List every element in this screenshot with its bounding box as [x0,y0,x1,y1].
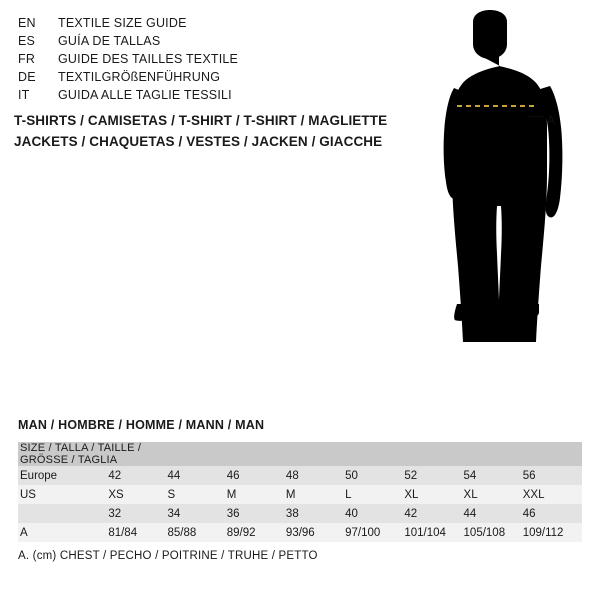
table-cell: S [168,485,227,504]
table-row [18,466,582,485]
table-cell: 97/100 [345,523,404,542]
table-cell: 89/92 [227,523,286,542]
measure-leader-line [528,116,544,117]
measure-label-a: A [547,113,556,127]
language-text: TEXTILE SIZE GUIDE [58,16,187,30]
language-row [18,34,398,52]
table-cell: L [345,485,404,504]
table-cell: 54 [464,466,523,485]
silhouette-icon [395,10,600,410]
table-footnote: A. (cm) CHEST / PECHO / POITRINE / TRUHE / PETTO [18,550,318,562]
table-cell: 101/104 [404,523,463,542]
language-text: GUIDE DES TAILLES TEXTILE [58,52,239,66]
language-code: ES [18,34,36,48]
table-cell: 42 [108,466,167,485]
category-tshirts: T-SHIRTS / CAMISETAS / T-SHIRT / T-SHIRT / MAGLIETTE [14,113,388,128]
table-cell: XS [108,485,167,504]
language-code: EN [18,16,36,30]
language-row [18,52,398,70]
table-row [18,504,582,523]
table-cell: 50 [345,466,404,485]
row-label: Europe [18,466,108,485]
table-cell: M [227,485,286,504]
table-cell: 109/112 [523,523,582,542]
table-cell: 32 [108,504,167,523]
table-cell: 48 [286,466,345,485]
table-cell: 36 [227,504,286,523]
table-row [18,485,582,504]
language-list [18,16,398,106]
row-label: US [18,485,108,504]
table-cell: XL [464,485,523,504]
table-cell: 40 [345,504,404,523]
table-header-row [18,442,582,466]
table-cell: XXL [523,485,582,504]
table-cell: 81/84 [108,523,167,542]
table-cell: 46 [227,466,286,485]
language-row [18,88,398,106]
category-jackets: JACKETS / CHAQUETAS / VESTES / JACKEN / GIACCHE [14,134,383,149]
table-cell: 105/108 [464,523,523,542]
row-label: A [18,523,108,542]
language-code: FR [18,52,36,66]
table-cell: 38 [286,504,345,523]
table-cell: 46 [523,504,582,523]
table-cell: 85/88 [168,523,227,542]
table-title: MAN / HOMBRE / HOMME / MANN / MAN [18,418,265,432]
category-list [14,110,414,152]
language-row [18,16,398,34]
row-label [18,504,108,523]
language-text: GUIDA ALLE TAGLIE TESSILI [58,88,232,102]
table-cell: XL [404,485,463,504]
language-row [18,70,398,88]
table-cell: 56 [523,466,582,485]
table-cell: 52 [404,466,463,485]
table-header-label: SIZE / TALLA / TAILLE / GRÖSSE / TAGLIA [18,442,168,466]
size-table [18,442,582,542]
table-cell: 44 [464,504,523,523]
language-code: IT [18,88,30,102]
language-text: TEXTILGRÖßENFÜHRUNG [58,70,221,84]
table-cell: 44 [168,466,227,485]
table-row [18,523,582,542]
male-silhouette-figure [395,10,600,410]
table-cell: 34 [168,504,227,523]
language-text: GUÍA DE TALLAS [58,34,161,48]
table-cell: 93/96 [286,523,345,542]
language-code: DE [18,70,36,84]
table-cell: M [286,485,345,504]
table-cell: 42 [404,504,463,523]
